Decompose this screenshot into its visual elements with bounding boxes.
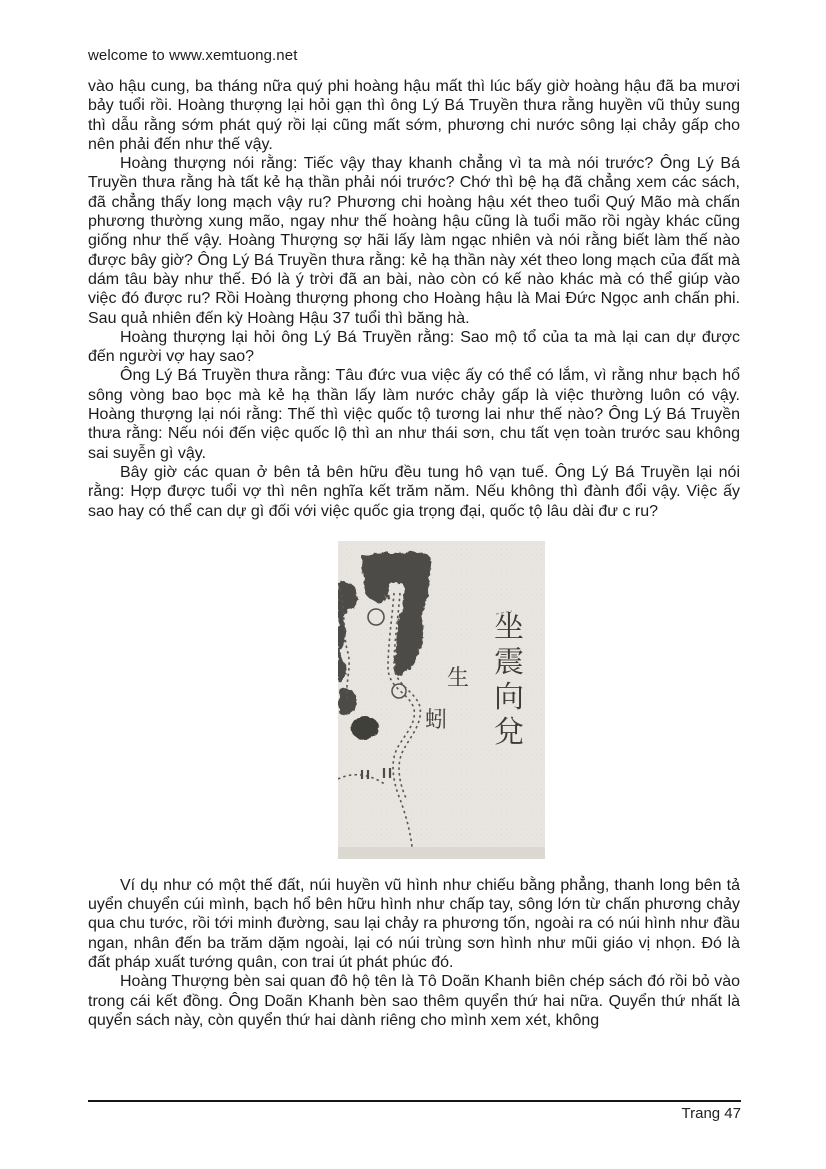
page-number-label: Trang 47	[681, 1105, 741, 1122]
paragraph: Hoàng thượng lại hỏi ông Lý Bá Truyền rằng: Sao mộ tổ của ta mà lại can dự được đến người vợ hay sao?	[88, 328, 740, 366]
vertical-annotation-chars	[494, 610, 524, 750]
paragraph: Hoàng Thượng bèn sai quan đô hộ tên là Tô Doãn Khanh biên chép sách đó rồi bỏ vào trong cái kết đồng. Ông Doãn Khanh bèn sao thêm quyển thứ hai nữa. Quyển thứ nhất là quyển sách này, còn quyển thứ hai dành riêng cho mình xem xét, không	[88, 973, 740, 1029]
paragraph: vào hậu cung, ba tháng nữa quý phi hoàng hậu mất thì lúc bấy giờ hoàng hậu đã ba mươi bảy tuổi rồi. Hoàng thượng lại hỏi gạn thì ông Lý Bá Truyền thưa rằng huyền vũ thủy sung thì dẫu rằng sớm phát quý rồi lại cũng mất sớm, phương chi nước sông lại chảy gấp cho nên phải đến như thế vậy.	[88, 78, 740, 153]
document-body	[88, 77, 740, 1030]
paragraph: Bây giờ các quan ở bên tả bên hữu đều tung hô vạn tuế. Ông Lý Bá Truyền lại nói rằng: Hợp được tuổi vợ thì nên nghĩa kết trăm năm. Nếu không thì đành đổi vậy. Việc ấy sao hay có thể can dự gì đối với việc quốc gia trọng đại, quốc tộ lâu dài đư c ru?	[88, 463, 740, 520]
annotation-char-4: 兌	[494, 714, 524, 750]
dark-knoll-blob	[351, 716, 379, 740]
annotation-char-1: 坐	[494, 609, 524, 645]
side-label-char-1: 生	[446, 665, 470, 691]
footer-divider-line	[88, 1100, 741, 1102]
side-label-char-2: 蚓	[424, 707, 448, 733]
annotation-char-2: 震	[494, 644, 524, 680]
fengshui-map-figure	[338, 541, 545, 859]
fengshui-map-svg	[338, 541, 545, 859]
paragraph: Hoàng thượng nói rằng: Tiếc vậy thay khanh chẳng vì ta mà nói trước? Ông Lý Bá Truyền thưa rằng hà tất kẻ hạ thần phải nói trước? Chớ thì bệ hạ đã chẳng xem các sách, đã chẳng thấy long mạch vậy ru? Phương chi hoàng hậu xét theo tuổi Quý Mão mà chấn phương thường xung mão, ngay như thế hoàng hậu cũng là tuổi mão rồi ngày khác cũng giống như thế vậy. Hoàng Thượng sợ hãi lấy làm ngạc nhiên và nói rằng biết làm thế nào được bây giờ? Ông Lý Bá Truyền thưa rằng: kẻ hạ thần này xét theo long mạch của đất mà dám tâu bày như thế. Đó là ý trời đã an bài, nào còn có kế nào khác mà có thể giúp vào việc đó được ru? Rồi Hoàng thượng phong cho Hoàng hậu là Mai Đức Ngọc anh chấn phi. Sau quả nhiên đến kỳ Hoàng Hậu 37 tuổi thì băng hà.	[88, 155, 740, 327]
scan-bottom-shadow	[338, 847, 545, 859]
annotation-char-3: 向	[494, 679, 524, 715]
paragraph: Ví dụ như có một thế đất, núi huyền vũ hình như chiếu bằng phẳng, thanh long bên tả uyển chuyển cúi mình, bạch hổ bên hữu hình như chấp tay, sông lớn từ chấn phương chảy qua chu tước, rồi tới minh đường, sau lại chảy ra phương tốn, ngoài ra có núi hình như đầu ngan, nhân đến ba trăm dặm ngoài, lại có núi trùng sơn hình như mũi giáo vị nhọn. Đó là đất pháp xuất tướng quân, con trai út phát phúc đó.	[88, 876, 740, 972]
paragraph: Ông Lý Bá Truyền thưa rằng: Tâu đức vua việc ấy có thể có lắm, vì rằng như bạch hổ sông vòng bao bọc mà kẻ hạ thần lấy làm nước chảy gấp là việc thường luôn có vậy. Hoàng thượng lại nói rằng: Thế thì việc quốc tộ tương lai như thế nào? Ông Lý Bá Truyền thưa rằng: Nếu nói đến việc quốc lộ thì an như thái sơn, chu tất vẹn toàn trước sau không sai suyễn gì vậy.	[88, 367, 740, 462]
site-header-text: welcome to www.xemtuong.net	[88, 47, 298, 64]
